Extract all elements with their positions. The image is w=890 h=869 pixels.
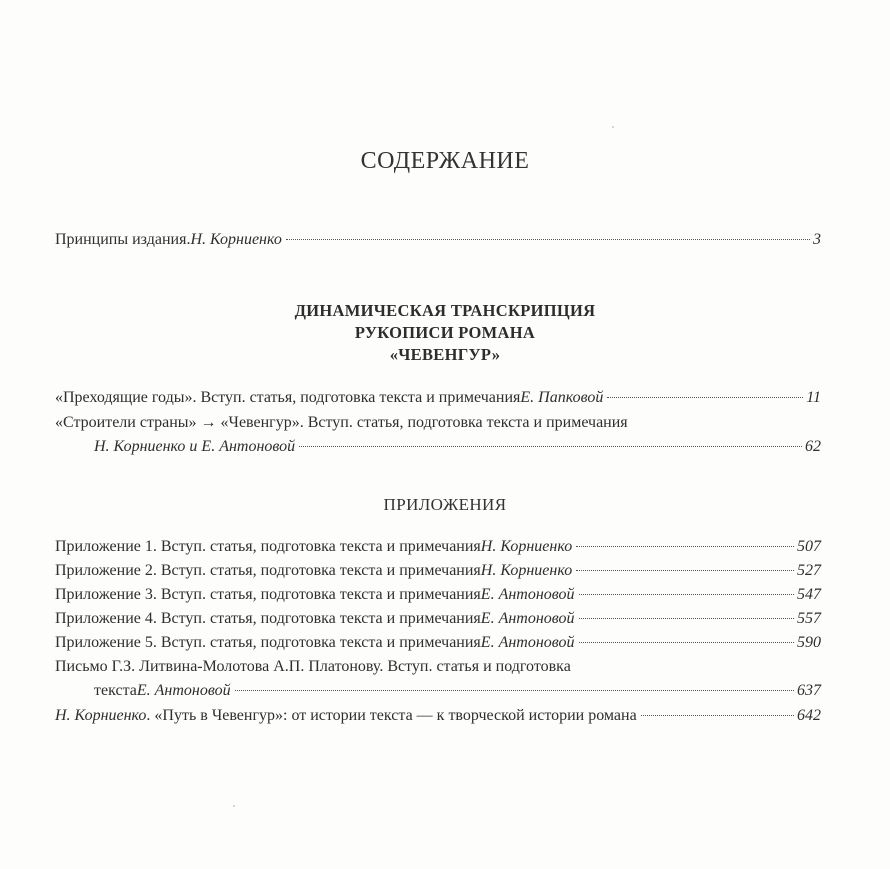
dot-leader bbox=[579, 642, 794, 643]
paper-speck bbox=[612, 126, 614, 128]
entry-title: Приложение 5. Вступ. статья, подготовка текста и примечания bbox=[55, 634, 481, 651]
toc-entry-stroiteli-line2[interactable] bbox=[94, 437, 821, 457]
toc-entry-letter-line2[interactable] bbox=[94, 681, 821, 701]
page-number: 3 bbox=[813, 231, 821, 248]
toc-entry-appendix-4[interactable] bbox=[55, 609, 821, 629]
toc-entry-principles[interactable] bbox=[55, 230, 821, 250]
dot-leader bbox=[607, 397, 803, 398]
section-title-transcription bbox=[0, 300, 890, 366]
dot-leader bbox=[576, 570, 794, 571]
dot-leader bbox=[641, 715, 794, 716]
page-number: 62 bbox=[805, 438, 821, 455]
entry-author: Е. Антоновой bbox=[480, 634, 575, 651]
entry-title: Приложение 3. Вступ. статья, подготовка текста и примечания bbox=[55, 586, 481, 603]
section-title-line: РУКОПИСИ РОМАНА bbox=[354, 323, 536, 342]
page-number: 11 bbox=[806, 389, 821, 406]
page-number: 557 bbox=[797, 610, 821, 627]
dot-leader bbox=[576, 546, 794, 547]
entry-title: . «Путь в Чевенгур»: от истории текста — к творческой истории романа bbox=[146, 707, 637, 724]
toc-entry-prehodyashie-gody[interactable] bbox=[55, 388, 821, 408]
page-number: 637 bbox=[797, 682, 821, 699]
dot-leader bbox=[286, 239, 810, 240]
dot-leader bbox=[579, 594, 794, 595]
page-number: 642 bbox=[797, 707, 821, 724]
page-number: 547 bbox=[797, 586, 821, 603]
toc-entry-appendix-1[interactable] bbox=[55, 537, 821, 557]
entry-title: Приложение 2. Вступ. статья, подготовка текста и примечания bbox=[55, 562, 481, 579]
entry-author: Н. Корниенко bbox=[55, 707, 147, 724]
entry-title: текста bbox=[94, 682, 137, 699]
contents-heading: СОДЕРЖАНИЕ bbox=[360, 148, 530, 174]
page-number: 507 bbox=[797, 538, 821, 555]
toc-entry-appendix-3[interactable] bbox=[55, 585, 821, 605]
toc-entry-appendix-2[interactable] bbox=[55, 561, 821, 581]
entry-title: Принципы издания. bbox=[55, 231, 191, 248]
entry-title: «Преходящие годы». Вступ. статья, подготовка текста и примечания bbox=[55, 389, 521, 406]
entry-author: Н. Корниенко и Е. Антоновой bbox=[94, 438, 296, 455]
entry-title: Приложение 4. Вступ. статья, подготовка текста и примечания bbox=[55, 610, 481, 627]
toc-entry-essay[interactable] bbox=[55, 706, 821, 726]
entry-author: Е. Антоновой bbox=[480, 610, 575, 627]
toc-entry-appendix-5[interactable] bbox=[55, 633, 821, 653]
section-title-appendices: ПРИЛОЖЕНИЯ bbox=[383, 495, 507, 514]
section-title-line: ДИНАМИЧЕСКАЯ ТРАНСКРИПЦИЯ bbox=[294, 301, 596, 320]
section-title-line: «ЧЕВЕНГУР» bbox=[389, 345, 501, 364]
entry-author: Н. Корниенко bbox=[480, 562, 573, 579]
entry-author: Н. Корниенко bbox=[480, 538, 573, 555]
dot-leader bbox=[299, 446, 802, 447]
toc-entry-letter-line1[interactable]: Письмо Г.З. Литвина-Молотова А.П. Платонову. Вступ. статья и подготовка bbox=[55, 658, 571, 675]
entry-author: Е. Антоновой bbox=[480, 586, 575, 603]
page-number: 590 bbox=[797, 634, 821, 651]
entry-author: Е. Антоновой bbox=[136, 682, 231, 699]
paper-speck bbox=[233, 805, 235, 807]
entry-author: Е. Папковой bbox=[520, 389, 604, 406]
page-number: 527 bbox=[797, 562, 821, 579]
entry-author: Н. Корниенко bbox=[190, 231, 282, 248]
dot-leader bbox=[579, 618, 794, 619]
entry-title: Приложение 1. Вступ. статья, подготовка текста и примечания bbox=[55, 538, 481, 555]
dot-leader bbox=[235, 690, 794, 691]
toc-entry-stroiteli-line1[interactable]: «Строители страны» → «Чевенгур». Вступ. статья, подготовка текста и примечания bbox=[55, 414, 628, 431]
